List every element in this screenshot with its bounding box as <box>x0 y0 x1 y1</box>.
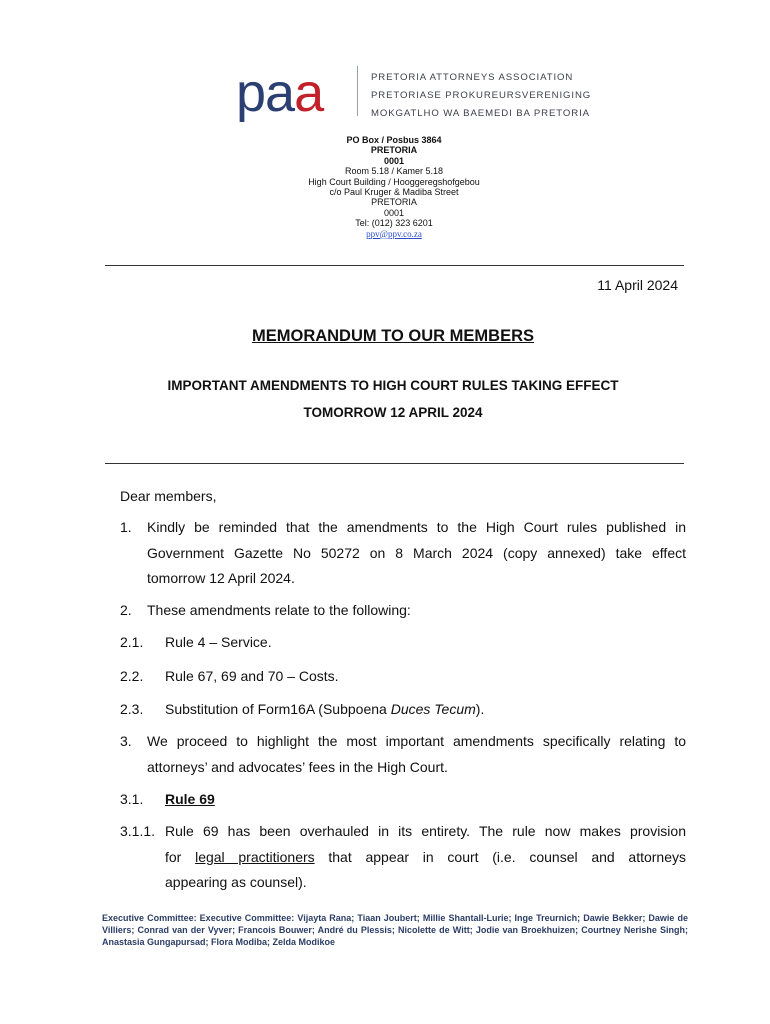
memo-date: 11 April 2024 <box>597 277 678 293</box>
address-city-bold: PRETORIA <box>370 145 418 156</box>
paragraph-1-line-1: Kindly be reminded that the amendments to the High Court rules published in <box>147 519 686 535</box>
paragraph-3-line-2: attorneys’ and advocates’ fees in the High Court. <box>147 759 448 775</box>
item-2-3-text-italic: Duces Tecum <box>390 701 476 717</box>
paragraph-3-number: 3. <box>120 733 132 749</box>
paragraph-2-text: These amendments relate to the following: <box>147 602 411 618</box>
paragraph-1-line-2: Government Gazette No 50272 on 8 March 2024 (copy annexed) take effect <box>147 545 686 561</box>
logo-divider <box>357 66 358 116</box>
address-block <box>0 135 770 239</box>
paragraph-2-number: 2. <box>120 602 132 618</box>
association-logo <box>236 63 592 124</box>
item-3-1-heading: Rule 69 <box>165 791 215 807</box>
memo-title: MEMORANDUM TO OUR MEMBERS <box>251 327 535 345</box>
memo-subtitle <box>0 372 770 426</box>
address-code-bold: 0001 <box>383 155 405 166</box>
item-2-2-number: 2.2. <box>120 668 144 684</box>
item-3-1-1-line-3: appearing as counsel). <box>165 874 307 890</box>
paragraph-1-number: 1. <box>120 519 132 535</box>
item-3-1-1-line-2-end: that appear in court (i.e. counsel and attorneys <box>314 849 687 865</box>
item-2-2-text: Rule 67, 69 and 70 – Costs. <box>165 668 339 684</box>
item-2-1-number: 2.1. <box>120 634 144 650</box>
address-po-box: PO Box / Posbus 3864 <box>346 135 442 145</box>
item-3-1-number: 3.1. <box>120 791 144 807</box>
email-link[interactable]: ppv@ppv.co.za <box>366 228 422 239</box>
item-2-1-text: Rule 4 – Service. <box>165 634 272 650</box>
address-telephone: Tel: (012) 323 6201 <box>355 218 433 229</box>
paragraph-3-line-1: We proceed to highlight the most important amendments specifically relating to <box>147 733 686 749</box>
address-building: High Court Building / Hooggeregshofgebou <box>308 176 480 187</box>
address-code: 0001 <box>383 207 405 218</box>
item-2-3-number: 2.3. <box>120 701 144 717</box>
item-2-3-text-start: Substitution of Form16A (Subpoena <box>165 701 391 717</box>
subtitle-rule <box>105 463 684 464</box>
paragraph-1-line-3: tomorrow 12 April 2024. <box>147 570 295 586</box>
item-3-1-1-line-2-start: for <box>165 849 196 865</box>
header-rule <box>105 265 684 266</box>
logo-wordmark-pa: pa <box>236 63 295 123</box>
address-room: Room 5.18 / Kamer 5.18 <box>344 166 444 177</box>
item-2-3-text <box>165 697 484 722</box>
logo-wordmark-a: a <box>294 63 324 123</box>
logo-name-english: PRETORIA ATTORNEYS ASSOCIATION <box>371 72 574 83</box>
address-city: PRETORIA <box>371 197 417 208</box>
item-2-3-text-end: ). <box>475 701 485 717</box>
memo-subtitle-line-2: TOMORROW 12 APRIL 2024 <box>303 405 483 420</box>
item-3-1-1-number: 3.1.1. <box>120 823 156 839</box>
logo-name-setswana: MOKGATLHO WA BAEMEDI BA PRETORIA <box>371 108 590 119</box>
item-3-1-1-underlined-term: legal practitioners <box>195 849 315 865</box>
salutation: Dear members, <box>120 488 217 504</box>
logo-association-names <box>371 69 591 123</box>
item-3-1-1-line-1: Rule 69 has been overhauled in its entirety. The rule now makes provision <box>165 823 686 839</box>
logo-name-afrikaans: PRETORIASE PROKUREURSVERENIGING <box>371 90 592 101</box>
executive-committee-footer: Executive Committee: Executive Committee: Vijayta Rana; Tiaan Joubert; Millie Shantall-Lurie; Inge Treurnich; Dawie Bekker; Dawie de Villiers; Conrad van der Vyver; Francois Bouwer; André du Plessis; Nicolette de Witt; Jodie van Broekhuizen; Courtney Nerishe Singh; Anastasia Gungapursad; Flora Modiba; Zelda Modikoe <box>102 913 688 947</box>
item-3-1-1-line-2 <box>165 845 686 870</box>
memo-subtitle-line-1: IMPORTANT AMENDMENTS TO HIGH COURT RULES TAKING EFFECT <box>167 378 619 393</box>
logo-wordmark <box>236 63 324 123</box>
address-street: c/o Paul Kruger & Madiba Street <box>329 187 459 198</box>
